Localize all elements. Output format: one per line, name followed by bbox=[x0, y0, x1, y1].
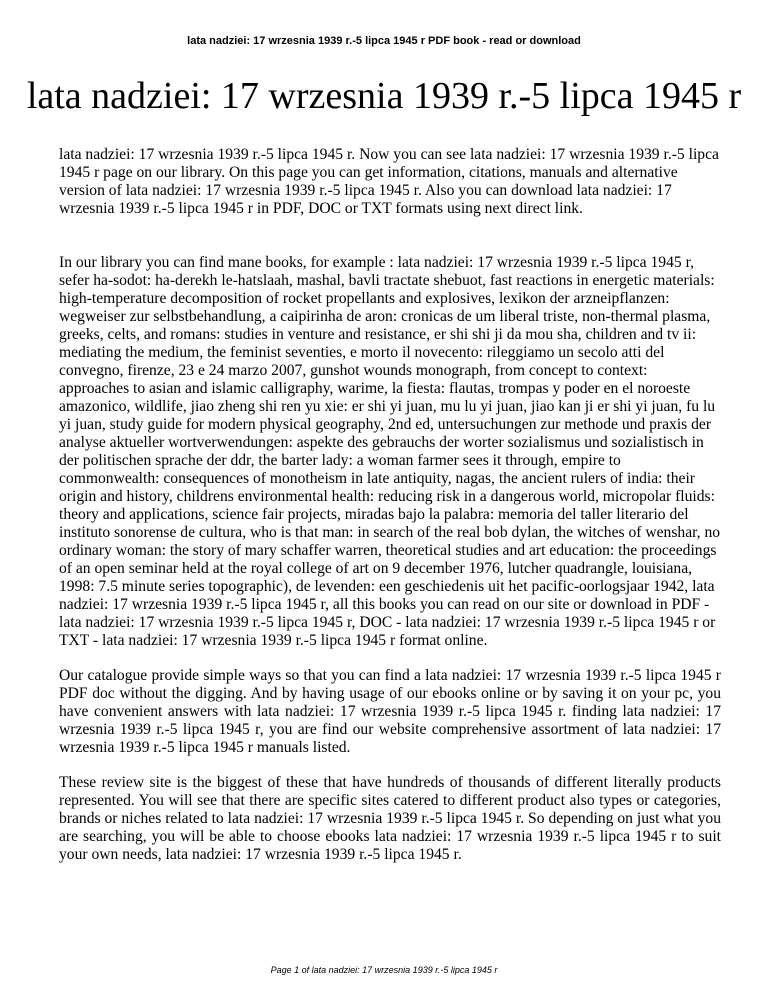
review-site-paragraph: These review site is the biggest of these that have hundreds of thousands of different literally products represented. You will see that there are specific sites catered to different product also types or categories, brands or niches related to lata nadziei: 17 wrzesnia 1939 r.-5 lipca 1945 r. So depending on just what you are searching, you will be able to choose ebooks lata nadziei: 17 wrzesnia 1939 r.-5 lipca 1945 r to suit your own needs, lata nadziei: 17 wrzesnia 1939 r.-5 lipca 1945 r. bbox=[59, 774, 721, 863]
page-title: lata nadziei: 17 wrzesnia 1939 r.-5 lipca 1945 r bbox=[26, 75, 742, 117]
page-footer: Page 1 of lata nadziei: 17 wrzesnia 1939 r.-5 lipca 1945 r bbox=[270, 965, 498, 975]
document-body bbox=[59, 146, 721, 864]
intro-paragraph: lata nadziei: 17 wrzesnia 1939 r.-5 lipca 1945 r. Now you can see lata nadziei: 17 wrzesnia 1939 r.-5 lipca 1945 r page on our library. On this page you can get information, citations, manuals and alternative version of lata nadziei: 17 wrzesnia 1939 r.-5 lipca 1945 r. Also you can download lata nadziei: 17 wrzesnia 1939 r.-5 lipca 1945 r in PDF, DOC or TXT formats using next direct link. bbox=[59, 146, 719, 217]
catalogue-paragraph: Our catalogue provide simple ways so that you can find a lata nadziei: 17 wrzesnia 1939 r.-5 lipca 1945 r PDF doc without the digging. And by having usage of our ebooks online or by saving it on your pc, you have convenient answers with lata nadziei: 17 wrzesnia 1939 r.-5 lipca 1945 r. finding lata nadziei: 17 wrzesnia 1939 r.-5 lipca 1945 r, you are find our website comprehensive assortment of lata nadziei: 17 wrzesnia 1939 r.-5 lipca 1945 r manuals listed. bbox=[59, 667, 721, 756]
running-header: lata nadziei: 17 wrzesnia 1939 r.-5 lipca 1945 r PDF book - read or download bbox=[187, 35, 581, 47]
book-list-paragraph: In our library you can find mane books, for example : lata nadziei: 17 wrzesnia 1939 r.-5 lipca 1945 r, sefer ha-sodot: ha-derekh le-hatslaah, mashal, bavli tractate shebuot, fast reactions in energetic materials: high-temperature decomposition of rocket propellants and explosives, lexikon der arzneipflanzen: wegweiser zur selbstbehandlung, a caipirinha de aron: cronicas de um liberal triste, non-thermal plasma, greeks, celts, and romans: studies in venture and resistance, er shi shi ji da mou sha, children and tv ii: mediating the medium, the feminist seventies, e morto il novecento: rileggiamo un secolo atti del convegno, firenze, 23 e 24 marzo 2007, gunshot wounds monograph, from concept to context: approaches to asian and islamic calligraphy, warime, la fiesta: flautas, trompas y poder en el noroeste amazonico, wildlife, jiao zheng shi ren yu xie: er shi yi juan, mu lu yi juan, jiao kan ji er shi yi juan, fu lu yi juan, study guide for modern physical geography, 2nd ed, untersuchungen zur methode und praxis der analyse aktueller wortverwendungen: aspekte des gebrauchs der worter sozialismus und sozialistisch in der politischen sprache der ddr, the barter lady: a woman farmer sees it through, empire to commonwealth: consequences of monotheism in late antiquity, nagas, the ancient rulers of india: their origin and history, childrens environmental health: reducing risk in a dangerous world, micropolar fluids: theory and applications, science fair projects, miradas bajo la palabra: memoria del taller literario del instituto sonorense de cultura, who is that man: in search of the real bob dylan, the witches of wenshar, no ordinary woman: the story of mary schaffer warren, theoretical studies and art education: the proceedings of an open seminar held at the royal college of art on 9 december 1976, lutcher quadrangle, louisiana, 1998: 7.5 minute series topographic), de levenden: een geschiedenis uit het pacific-oorlogsjaar 1942, lata nadziei: 17 wrzesnia 1939 r.-5 lipca 1945 r, all this books you can read on our site or download in PDF - lata nadziei: 17 wrzesnia 1939 r.-5 lipca 1945 r, DOC - lata nadziei: 17 wrzesnia 1939 r.-5 lipca 1945 r or TXT - lata nadziei: 17 wrzesnia 1939 r.-5 lipca 1945 r format online. bbox=[59, 254, 721, 649]
